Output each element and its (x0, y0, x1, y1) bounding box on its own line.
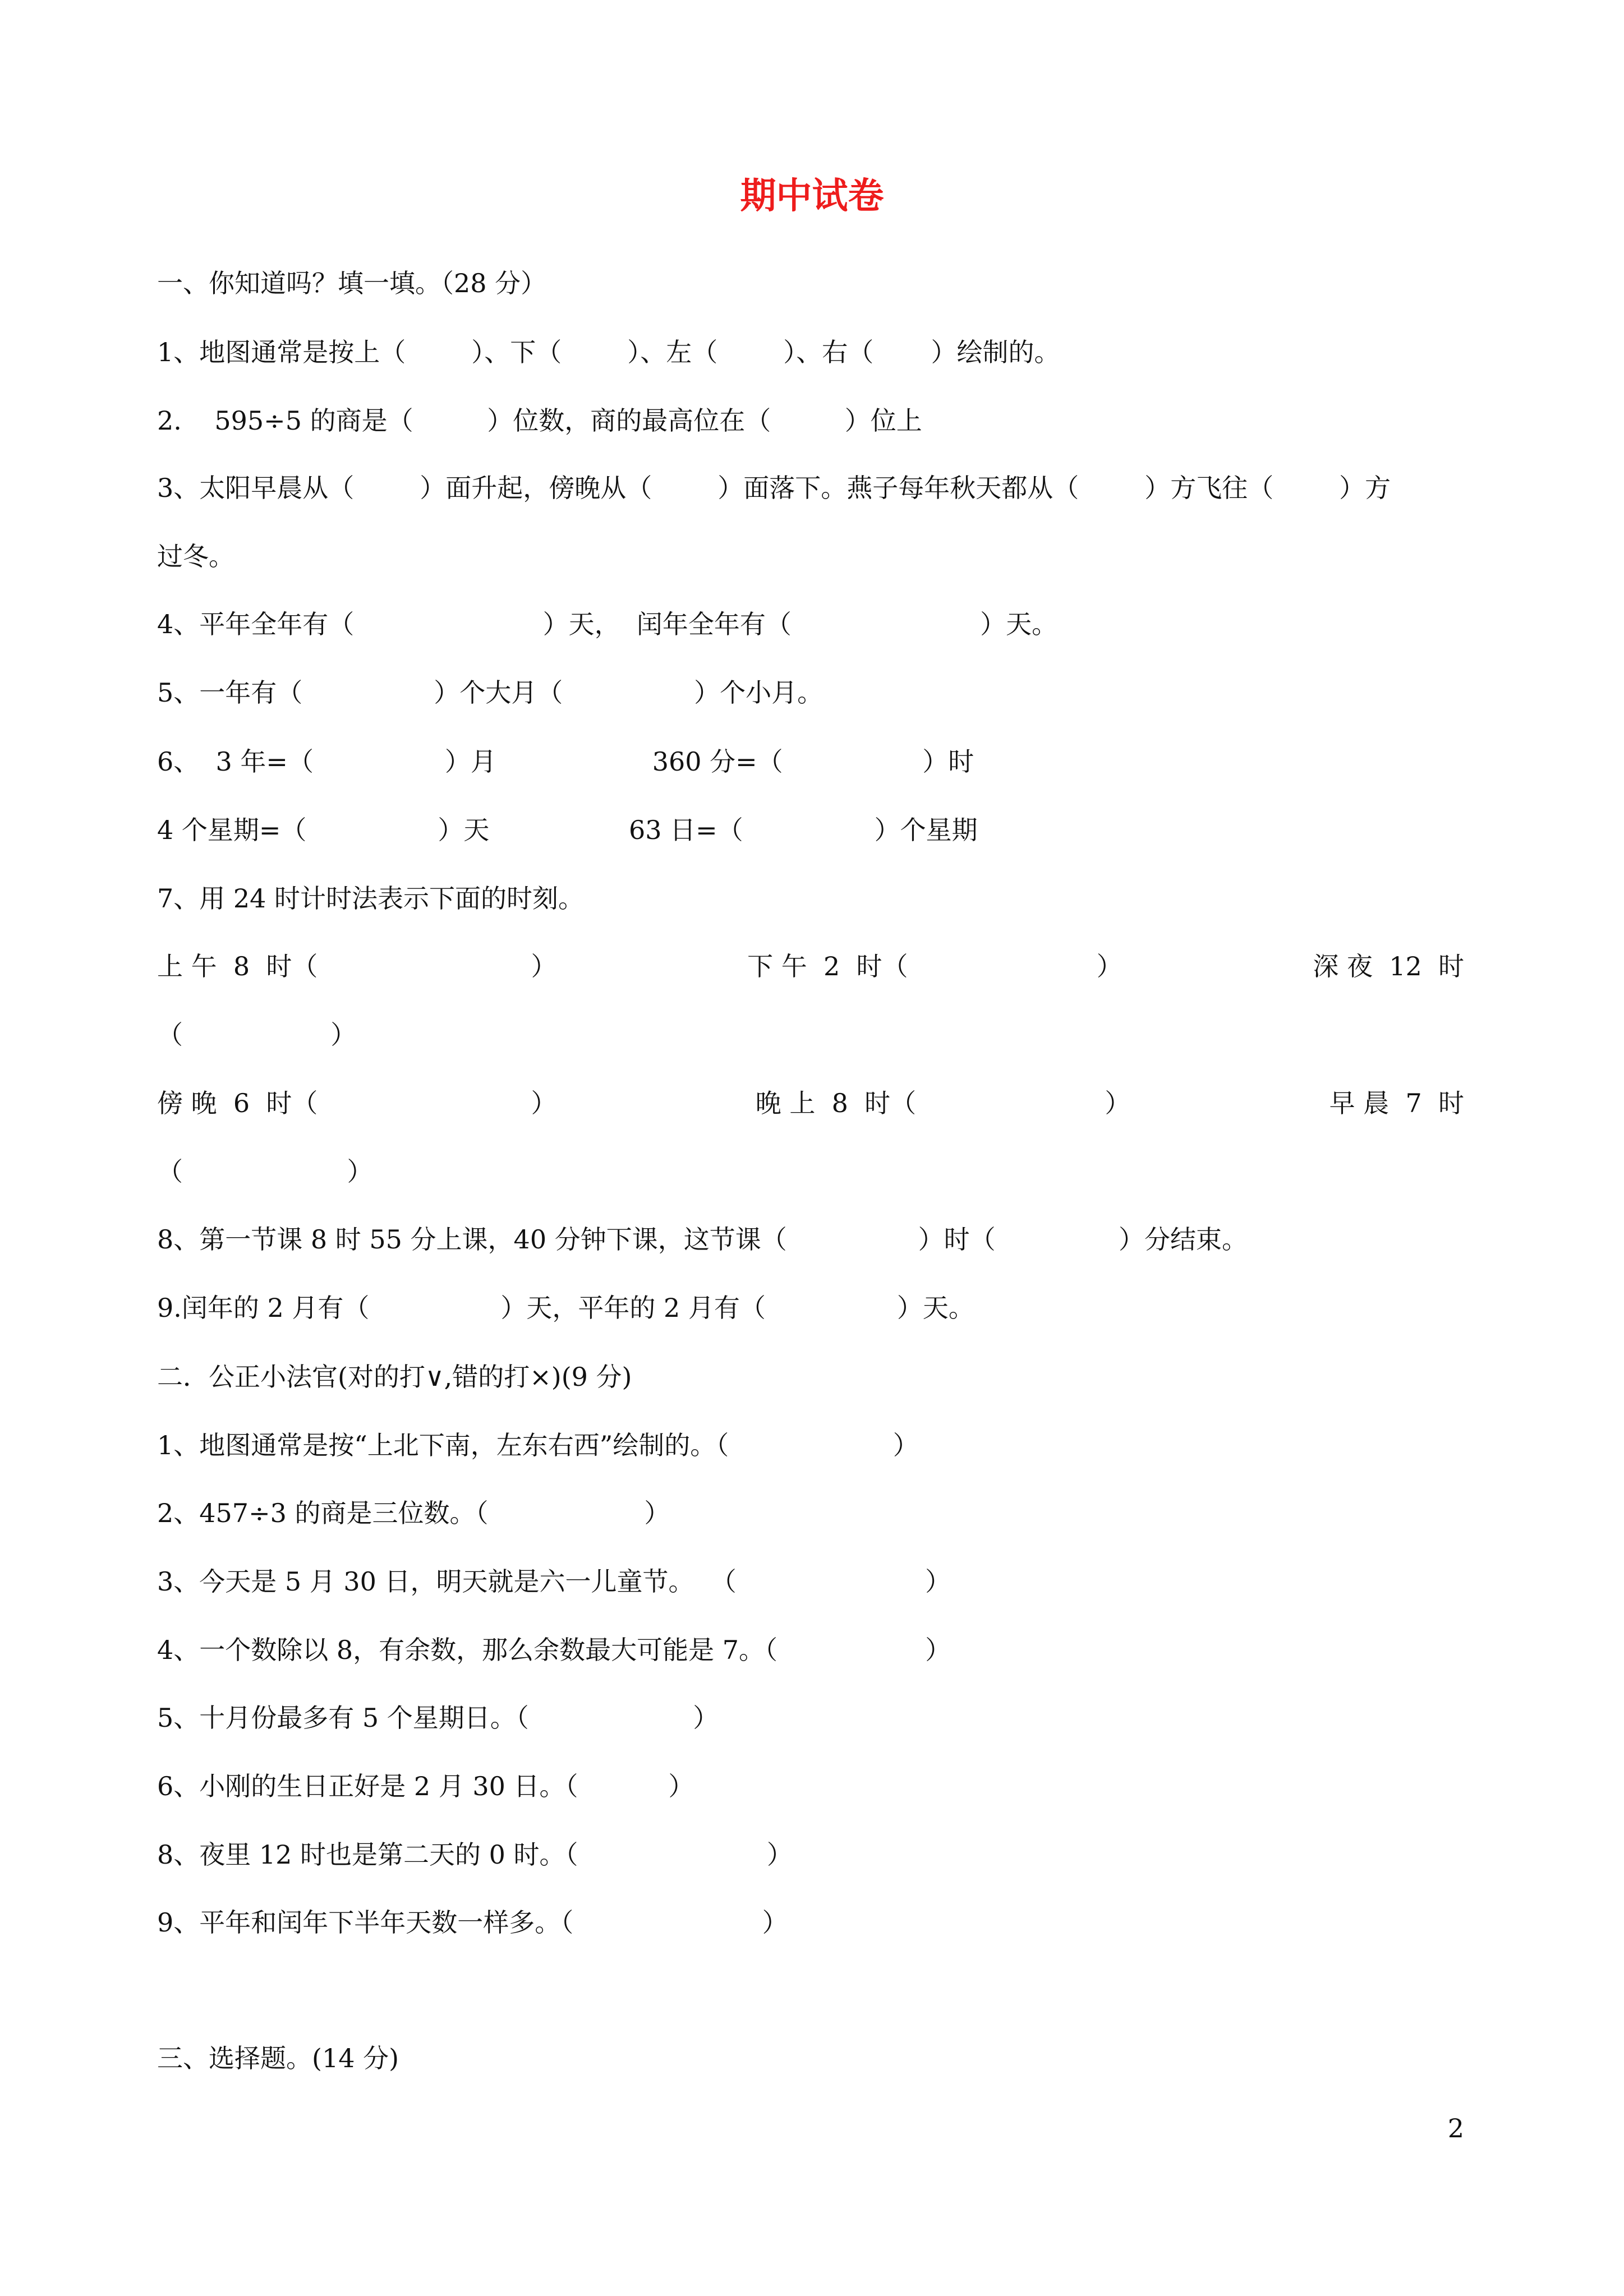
time-item: 晚 上 8 时（ ） (755, 1088, 1131, 1118)
section3-heading: 三、选择题。(14 分) (157, 2043, 399, 2073)
judge-item: 9、平年和闰年下半年天数一样多。（ ） (157, 1907, 788, 1938)
question-1-2: 2. 595÷5 的商是（ ）位数，商的最高位在（ ）位上 (157, 405, 922, 436)
question-1-7-row2-cont: （ ） (157, 1156, 373, 1187)
question-1-6: 6、 3 年=（ ）月 360 分=（ ）时 (157, 746, 974, 777)
judge-item: 6、小刚的生日正好是 2 月 30 日。（ ） (157, 1771, 694, 1801)
judge-item: 8、夜里 12 时也是第二天的 0 时。（ ） (157, 1839, 793, 1870)
judge-item: 4、一个数除以 8，有余数，那么余数最大可能是 7。（ ） (157, 1635, 951, 1665)
question-1-9: 9.闰年的 2 月有（ ）天，平年的 2 月有（ ）天。 (157, 1293, 974, 1323)
judge-item: 2、457÷3 的商是三位数。（ ） (157, 1498, 670, 1528)
time-item: 下 午 2 时（ ） (747, 951, 1122, 981)
question-1-3: 3、太阳早晨从（ ）面升起，傍晚从（ ）面落下。燕子每年秋天都从（ ）方飞往（ ）方 (157, 473, 1391, 503)
time-item: 傍 晚 6 时（ ） (157, 1088, 557, 1118)
question-1-1: 1、地图通常是按上（ ）、下（ ）、左（ ）、右（ ）绘制的。 (157, 337, 1060, 367)
time-item: 早 晨 7 时 (1329, 1088, 1464, 1118)
question-1-7: 7、用 24 时计时法表示下面的时刻。 (157, 883, 585, 914)
question-1-8: 8、第一节课 8 时 55 分上课，40 分钟下课，这节课（ ）时（ ）分结束。 (157, 1224, 1248, 1255)
page-number: 2 (1447, 2113, 1464, 2143)
question-1-4: 4、平年全年有（ ）天， 闰年全年有（ ）天。 (157, 609, 1058, 639)
question-1-7-row1 (157, 949, 1464, 983)
judge-item: 5、十月份最多有 5 个星期日。（ ） (157, 1703, 719, 1733)
question-1-3-cont: 过冬。 (157, 541, 234, 571)
question-1-7-row1-cont: （ ） (157, 1020, 357, 1050)
judge-item: 3、今天是 5 月 30 日，明天就是六一儿童节。 （ ） (157, 1566, 951, 1597)
page-title: 期中试卷 (740, 175, 884, 217)
time-item: 深 夜 12 时 (1313, 951, 1464, 981)
judge-item: 1、地图通常是按“上北下南，左东右西”绘制的。（ ） (157, 1430, 919, 1460)
time-item: 上 午 8 时（ ） (157, 951, 557, 981)
section2-heading: 二．公正小法官(对的打∨,错的打×)(9 分) (157, 1362, 632, 1392)
question-1-5: 5、一年有（ ）个大月（ ）个小月。 (157, 677, 823, 708)
question-1-6-cont: 4 个星期=（ ）天 63 日=（ ）个星期 (157, 815, 978, 845)
question-1-7-row2 (157, 1086, 1464, 1120)
section1-heading: 一、你知道吗？填一填。（28 分） (157, 268, 547, 298)
